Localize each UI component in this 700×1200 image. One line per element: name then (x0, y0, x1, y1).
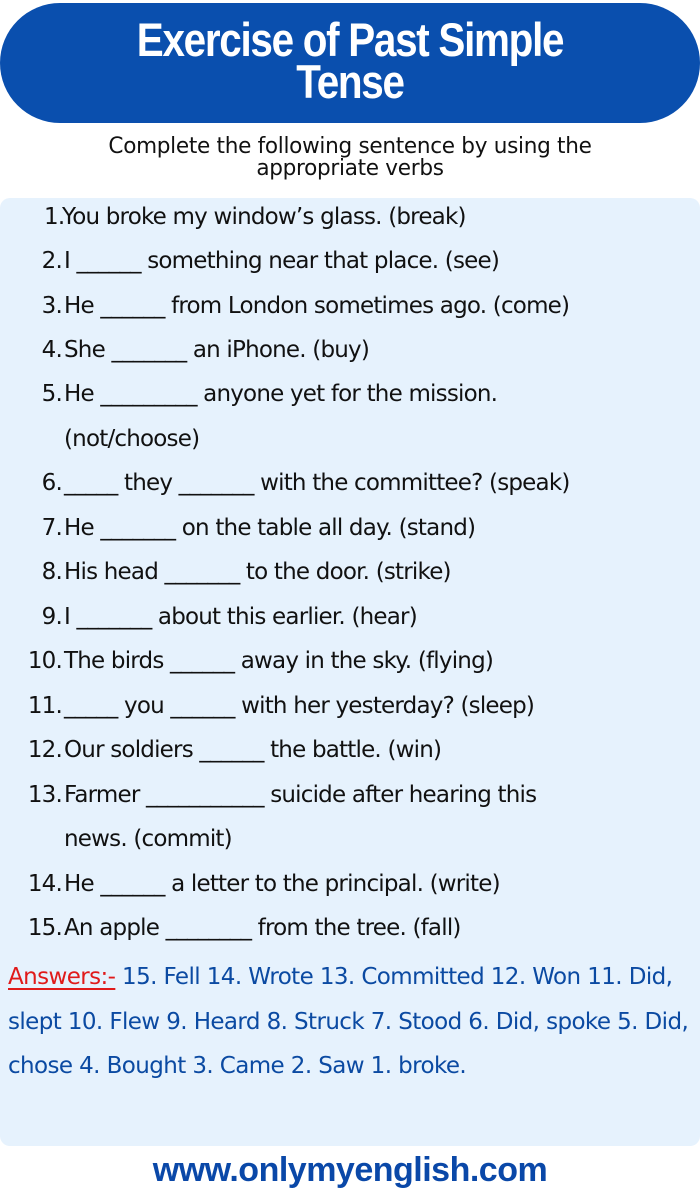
exercise-text: You broke my window’s glass. (break) (62, 204, 466, 230)
exercise-item-10 (0, 648, 700, 692)
exercise-item-6 (0, 470, 700, 514)
exercise-item-13-continued (0, 826, 700, 870)
exercise-item-15 (0, 915, 700, 959)
exercise-item-14 (0, 871, 700, 915)
exercise-text: He _________ anyone yet for the mission. (64, 381, 498, 407)
exercise-text-continued: (not/choose) (64, 426, 200, 452)
exercise-text: He ______ from London sometimes ago. (come) (64, 293, 570, 319)
exercise-item-8 (0, 559, 700, 603)
exercise-number: 3. (41, 293, 62, 319)
exercise-number: 15. (27, 915, 62, 941)
exercise-item-7 (0, 515, 700, 559)
exercise-text: He ______ a letter to the principal. (write) (64, 871, 500, 897)
exercise-number: 14. (27, 871, 62, 897)
exercise-item-2 (0, 248, 700, 292)
exercise-item-5-continued (0, 426, 700, 470)
exercise-text: His head _______ to the door. (strike) (64, 559, 451, 585)
exercise-item-11 (0, 693, 700, 737)
website-url: www.onlymyenglish.com (152, 1151, 548, 1189)
answers-label: Answers:- (8, 964, 116, 990)
page-title-line-2: Tense (296, 55, 404, 108)
exercise-number: 12. (27, 737, 62, 763)
exercise-number: 10. (27, 648, 62, 674)
exercise-number: 9. (41, 604, 62, 630)
exercise-item-9 (0, 604, 700, 648)
exercise-text: _____ they _______ with the committee? (speak) (64, 470, 570, 496)
exercise-number: 8. (41, 559, 62, 585)
exercise-text-continued: news. (commit) (64, 826, 232, 852)
exercise-number: 6. (41, 470, 62, 496)
exercise-number: 2. (41, 248, 62, 274)
exercise-text: Our soldiers ______ the battle. (win) (64, 737, 442, 763)
instructions (0, 136, 700, 180)
exercise-text: An apple ________ from the tree. (fall) (64, 915, 461, 941)
exercise-text: Farmer ___________ suicide after hearing this (64, 782, 537, 808)
page-title-line-1: Exercise of Past Simple (136, 13, 564, 66)
exercise-text: _____ you ______ with her yesterday? (sleep) (64, 693, 535, 719)
exercise-number: 13. (27, 782, 62, 808)
instructions-line-1: Complete the following sentence by using the (108, 134, 592, 159)
exercise-text: The birds ______ away in the sky. (flying) (64, 648, 494, 674)
title-banner (0, 3, 700, 123)
exercise-item-1 (0, 204, 700, 248)
exercise-number: 4. (41, 337, 62, 363)
exercise-item-5 (0, 381, 700, 425)
answer-key (8, 955, 698, 1089)
exercise-item-13 (0, 782, 700, 826)
exercise-text: He _______ on the table all day. (stand) (64, 515, 476, 541)
exercise-text: I _______ about this earlier. (hear) (64, 604, 417, 630)
exercise-item-3 (0, 293, 700, 337)
exercise-number: 1. (44, 204, 65, 230)
exercise-number: 7. (41, 515, 62, 541)
exercise-item-12 (0, 737, 700, 781)
exercise-text: I ______ something near that place. (see) (64, 248, 500, 274)
exercise-number: 5. (41, 381, 62, 407)
exercise-item-4 (0, 337, 700, 381)
answers-text: 15. Fell 14. Wrote 13. Committed 12. Won 11. Did, slept 10. Flew 9. Heard 8. Struck 7. Stood 6. Did, spoke 5. Did, chose 4. Bought 3. Came 2. Saw 1. broke. (8, 964, 689, 1079)
exercise-text: She _______ an iPhone. (buy) (64, 337, 370, 363)
exercise-number: 11. (27, 693, 62, 719)
instructions-line-2: appropriate verbs (256, 156, 444, 181)
